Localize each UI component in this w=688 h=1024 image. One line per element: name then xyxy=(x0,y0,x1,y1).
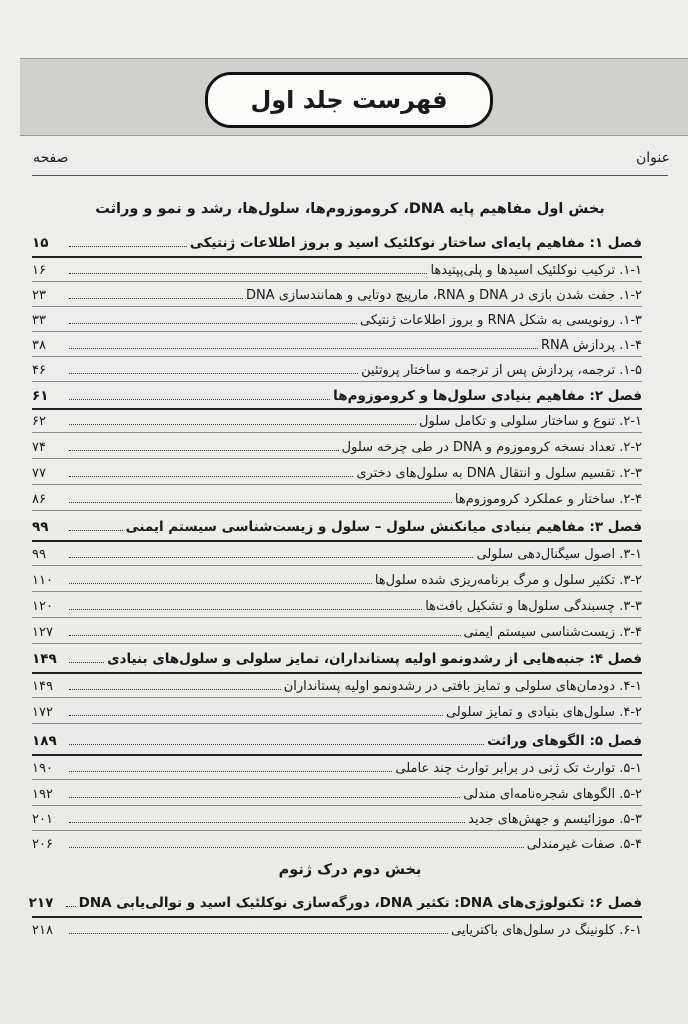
toc-section[interactable]: ۱-۲. جفت شدن بازی در DNA و RNA، مارپیچ دوتایی و همانندسازی DNA ۲۳ xyxy=(32,288,642,303)
toc-section[interactable]: ۵-۳. موزائیسم و جهش‌های جدید ۲۰۱ xyxy=(32,812,642,827)
leader-dots xyxy=(69,635,461,636)
toc-chapter[interactable]: فصل ۱: مفاهیم پایه‌ای ساختار نوکلئیک اسید و بروز اطلاعات ژنتیکی ۱۵ xyxy=(32,235,642,251)
page-number: ۱۸۹ xyxy=(32,733,57,749)
leader-dots xyxy=(69,744,484,745)
leader-dots xyxy=(69,399,330,400)
leader-dots xyxy=(69,822,465,823)
toc-section[interactable]: ۵-۱. توارث تک ژنی در برابر توارث چند عاملی ۱۹۰ xyxy=(32,761,642,776)
toc-chapter[interactable]: فصل ۳: مفاهیم بنیادی میانکنش سلول – سلول و زیست‌شناسی سیستم ایمنی ۹۹ xyxy=(32,519,642,535)
toc-section[interactable]: ۶-۱. کلونینگ در سلول‌های باکتریایی ۲۱۸ xyxy=(32,923,642,938)
section-rule xyxy=(32,356,642,357)
page-number: ۳۳ xyxy=(32,313,46,328)
section-rule xyxy=(32,510,642,511)
header-divider xyxy=(32,175,668,176)
leader-dots xyxy=(69,246,187,247)
leader-dots xyxy=(69,530,123,531)
section-rule xyxy=(32,331,642,332)
section-rule xyxy=(32,565,642,566)
leader-dots xyxy=(69,450,339,451)
part-heading: بخش دوم درک ژنوم xyxy=(278,862,422,878)
toc-chapter[interactable]: فصل ۴: جنبه‌هایی از رشدونمو اولیه پستانداران، تمایز سلولی و سلول‌های بنیادی ۱۴۹ xyxy=(32,651,642,667)
toc-section[interactable]: ۳-۱. اصول سیگنال‌دهی سلولی ۹۹ xyxy=(32,547,642,562)
page-number: ۱۲۷ xyxy=(32,625,53,640)
page-title: فهرست جلد اول xyxy=(205,72,493,128)
toc-section[interactable]: ۵-۲. الگوهای شجره‌نامه‌ای مندلی ۱۹۲ xyxy=(32,787,642,802)
section-rule xyxy=(32,458,642,459)
leader-dots xyxy=(69,583,372,584)
toc-chapter[interactable]: فصل ۲: مفاهیم بنیادی سلول‌ها و کروموزوم‌ها ۶۱ xyxy=(32,388,642,404)
page-number: ۶۲ xyxy=(32,414,46,429)
toc-section[interactable]: ۳-۴. زیست‌شناسی سیستم ایمنی ۱۲۷ xyxy=(32,625,642,640)
page-number: ۴۶ xyxy=(32,363,46,378)
toc-section[interactable]: ۲-۴. ساختار و عملکرد کروموزوم‌ها ۸۶ xyxy=(32,492,642,507)
toc-section[interactable]: ۴-۱. دودمان‌های سلولی و تمایز بافتی در رشدونمو اولیه پستانداران ۱۴۹ xyxy=(32,679,642,694)
toc-section[interactable]: ۱-۱. ترکیب نوکلئیک اسیدها و پلی‌پپتیدها ۱۶ xyxy=(32,263,642,278)
toc-section[interactable]: ۲-۲. تعداد نسخه کروموزوم و DNA در طی چرخه سلول ۷۴ xyxy=(32,440,642,455)
page-number: ۱۱۰ xyxy=(32,573,53,588)
leader-dots xyxy=(69,348,538,349)
section-rule xyxy=(32,381,642,382)
page-number: ۲۱۷ xyxy=(28,895,54,911)
column-page-header: صفحه xyxy=(33,150,69,166)
page-number: ۹۹ xyxy=(32,519,49,535)
page-number: ۷۴ xyxy=(32,440,46,455)
toc-section[interactable]: ۳-۳. چسبندگی سلول‌ها و تشکیل بافت‌ها ۱۲۰ xyxy=(32,599,642,614)
page-number: ۲۱۸ xyxy=(32,923,53,938)
leader-dots xyxy=(69,689,281,690)
toc-section[interactable]: ۲-۳. تقسیم سلول و انتقال DNA به سلول‌های دختری ۷۷ xyxy=(32,466,642,481)
section-rule xyxy=(32,643,642,644)
section-rule xyxy=(32,805,642,806)
leader-dots xyxy=(69,797,460,798)
section-rule xyxy=(32,830,642,831)
leader-dots xyxy=(69,298,243,299)
page-number: ۲۰۱ xyxy=(32,812,53,827)
page-number: ۱۷۲ xyxy=(32,705,53,720)
page-number: ۲۳ xyxy=(32,288,46,303)
page-number: ۶۱ xyxy=(32,388,49,404)
page-number: ۱۹۰ xyxy=(32,761,53,776)
page-number: ۱۲۰ xyxy=(32,599,53,614)
page-number: ۹۹ xyxy=(32,547,46,562)
column-title-header: عنوان xyxy=(636,150,670,166)
page-number: ۲۰۶ xyxy=(32,837,53,852)
toc-section[interactable]: ۱-۳. رونویسی به شکل RNA و بروز اطلاعات ژنتیکی ۳۳ xyxy=(32,313,642,328)
page-number: ۱۹۲ xyxy=(32,787,53,802)
page-number: ۱۴۹ xyxy=(32,651,57,667)
leader-dots xyxy=(69,502,452,503)
section-rule xyxy=(32,591,642,592)
leader-dots xyxy=(66,906,76,907)
page-number: ۳۸ xyxy=(32,338,46,353)
toc-section[interactable]: ۵-۴. صفات غیرمندلی ۲۰۶ xyxy=(32,837,642,852)
section-rule xyxy=(32,617,642,618)
section-rule xyxy=(32,484,642,485)
toc-chapter[interactable]: فصل ۵: الگوهای وراثت ۱۸۹ xyxy=(32,733,642,749)
section-rule xyxy=(32,306,642,307)
section-rule xyxy=(32,281,642,282)
leader-dots xyxy=(69,715,443,716)
page-number: ۷۷ xyxy=(32,466,46,481)
page-number: ۸۶ xyxy=(32,492,46,507)
section-rule xyxy=(32,432,642,433)
toc-section[interactable]: ۱-۵. ترجمه، پردازش پس از ترجمه و ساختار پروتئین ۴۶ xyxy=(32,363,642,378)
toc-section[interactable]: ۲-۱. تنوع و ساختار سلولی و تکامل سلول ۶۲ xyxy=(32,414,642,429)
leader-dots xyxy=(69,373,358,374)
page-number: ۱۴۹ xyxy=(32,679,53,694)
page-number: ۱۶ xyxy=(32,263,46,278)
part-heading: بخش اول مفاهیم پایه DNA، کروموزوم‌ها، سلول‌ها، رشد و نمو و وراثت xyxy=(95,201,605,217)
section-rule xyxy=(32,723,642,724)
toc-section[interactable]: ۱-۴. پردازش RNA ۳۸ xyxy=(32,338,642,353)
toc-chapter[interactable]: فصل ۶: تکنولوژی‌های DNA: تکثیر DNA، دورگه‌سازی نوکلئیک اسید و توالی‌یابی DNA ۲۱۷ xyxy=(28,895,642,911)
section-rule xyxy=(32,697,642,698)
leader-dots xyxy=(69,476,353,477)
toc-section[interactable]: ۳-۲. تکثیر سلول و مرگ برنامه‌ریزی شده سلول‌ها ۱۱۰ xyxy=(32,573,642,588)
leader-dots xyxy=(69,609,422,610)
toc-section[interactable]: ۴-۲. سلول‌های بنیادی و تمایز سلولی ۱۷۲ xyxy=(32,705,642,720)
leader-dots xyxy=(69,323,357,324)
leader-dots xyxy=(69,557,473,558)
leader-dots xyxy=(69,424,416,425)
leader-dots xyxy=(69,933,448,934)
page-number: ۱۵ xyxy=(32,235,49,251)
section-rule xyxy=(32,779,642,780)
leader-dots xyxy=(69,273,427,274)
leader-dots xyxy=(69,662,104,663)
leader-dots xyxy=(69,771,392,772)
leader-dots xyxy=(69,847,524,848)
